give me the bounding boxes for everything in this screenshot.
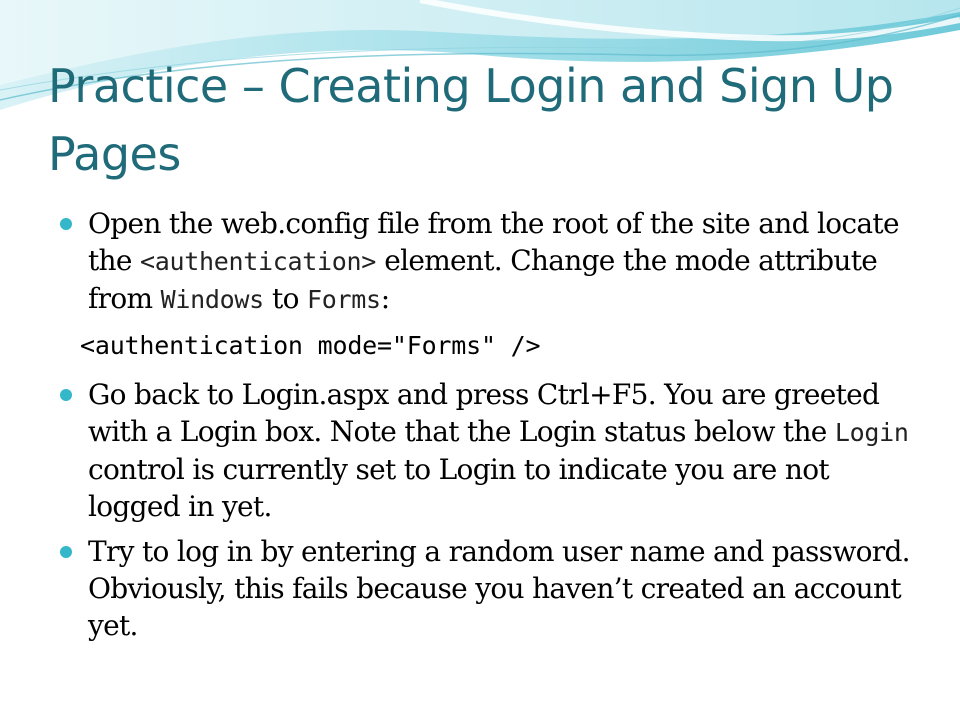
bullet-text: Open the web.config file from the root of the site and locate the [88,207,899,277]
bullet-dot-icon [60,218,72,230]
code-line: <authentication mode="Forms" /> [80,331,541,360]
bullet-item [60,205,920,318]
bullet-text: : [380,282,390,315]
bullet-item [60,533,920,644]
bullet-dot-icon [60,389,72,401]
inline-code: <authentication> [139,247,376,276]
bullet-text: element. Change the mode attribute from [88,244,878,315]
bullet-text: Try to log in by entering a random user name and password. Obviously, this fails because you haven’t created an account yet. [88,535,910,642]
slide-content [60,205,920,652]
bullet-text: control is currently set to Login to indicate you are not logged in yet. [88,453,829,523]
bullet-dot-icon [60,546,72,558]
inline-code: Forms [306,285,381,314]
bullet-text: to [263,282,307,315]
slide-title: Practice – Creating Login and Sign Up Pages [48,59,894,181]
bullet-item [60,376,920,525]
inline-code: Windows [160,285,264,314]
bullet-text: Go back to Login.aspx and press Ctrl+F5. You are greeted with a Login box. Note that the Login status below the [88,378,880,448]
inline-code: Login [834,418,909,447]
